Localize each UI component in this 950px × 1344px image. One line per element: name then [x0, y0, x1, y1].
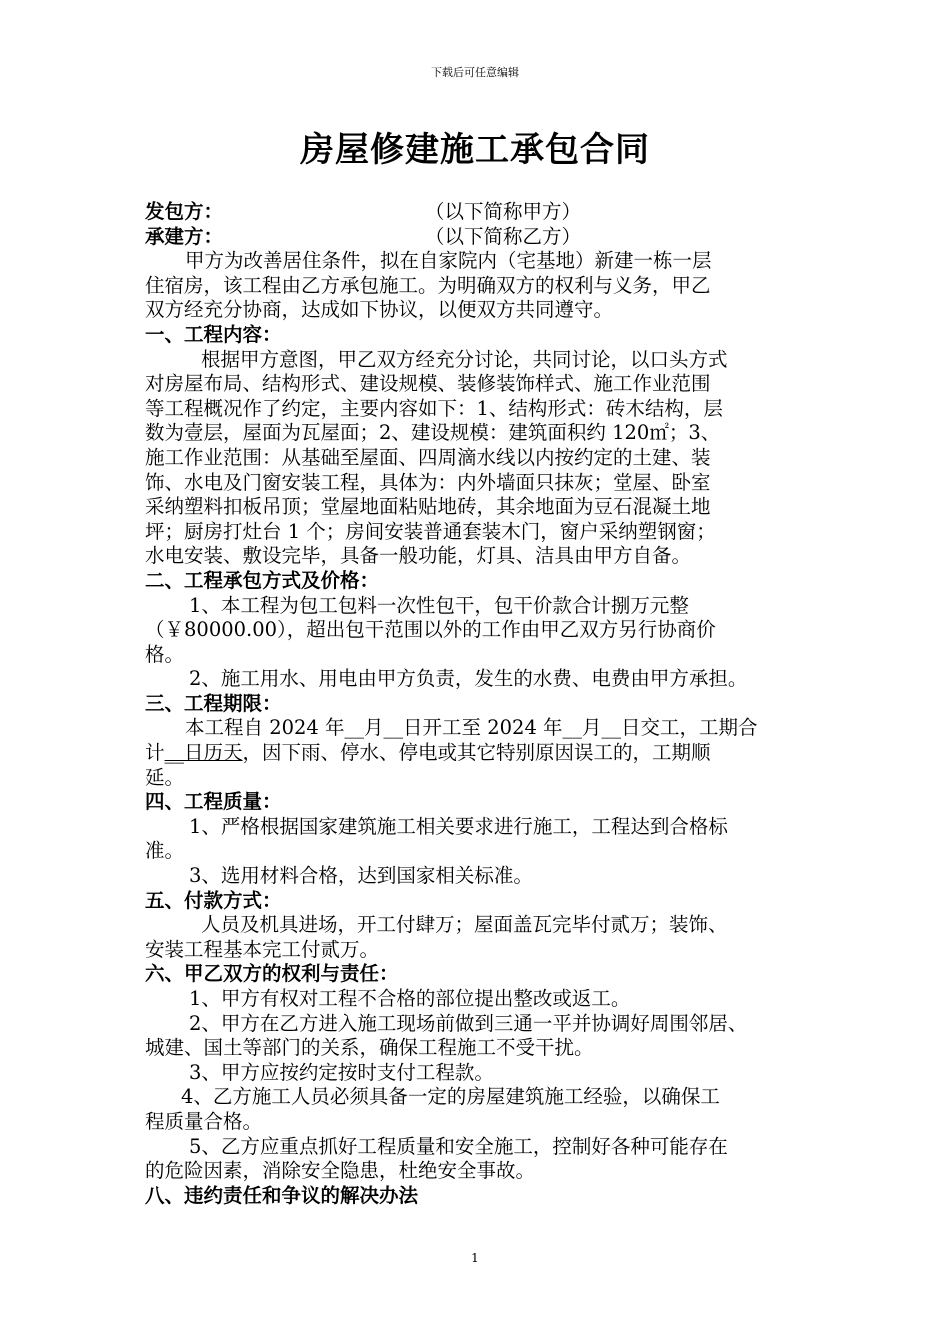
- paragraph-line: 等工程概况作了约定，主要内容如下：1、结构形式：砖木结构，层: [145, 396, 723, 420]
- paragraph-line: 本工程自 2024 年__月__日开工至 2024 年__月__日交工，工期合: [185, 716, 758, 740]
- document-body: [145, 200, 810, 1208]
- paragraph-line: 1、严格根据国家建筑施工相关要求进行施工，工程达到合格标: [189, 814, 728, 838]
- section-heading: 一、工程内容：: [145, 322, 282, 346]
- paragraph-line: 2、甲方在乙方进入施工现场前做到三通一平并协调好周围邻居、: [189, 1011, 748, 1035]
- paragraph-line: 根据甲方意图，甲乙双方经充分讨论，共同讨论，以口头方式: [201, 347, 728, 371]
- party-b-label: 承建方：: [145, 224, 224, 248]
- page-number: 1: [471, 1251, 479, 1265]
- paragraph-line: 3、甲方应按约定按时支付工程款。: [189, 1060, 494, 1084]
- section-heading: 三、工程期限：: [145, 691, 282, 715]
- paragraph-line: 饰、水电及门窗安装工程，具体为：内外墙面只抹灰；堂屋、卧室: [145, 470, 711, 494]
- text-span: 计: [145, 741, 165, 765]
- paragraph-line: 1、甲方有权对工程不合格的部位提出整改或返工。: [189, 987, 631, 1010]
- paragraph-line: 城建、国土等部门的关系，确保工程施工不受干扰。: [145, 1036, 594, 1060]
- section-heading: 六、甲乙双方的权利与责任：: [145, 962, 399, 986]
- underlined-blank: __日历天: [164, 741, 243, 765]
- party-a-note: （以下简称甲方）: [425, 200, 582, 223]
- party-a-line: [145, 200, 810, 225]
- document-title: 房屋修建施工承包合同: [300, 130, 650, 170]
- party-b-line: [145, 225, 810, 250]
- paragraph-line: 的危险因素，消除安全隐患，杜绝安全事故。: [145, 1159, 536, 1183]
- section-heading: 五、付款方式：: [145, 888, 282, 912]
- section-heading: 八、违约责任和争议的解决办法: [145, 1183, 419, 1207]
- section-heading: 二、工程承包方式及价格：: [145, 568, 380, 592]
- party-a-label: 发包方：: [145, 200, 224, 223]
- paragraph-line: 数为壹层，屋面为瓦屋面；2、建设规模：建筑面积约 120㎡；3、: [145, 421, 721, 445]
- paragraph-line: 安装工程基本完工付贰万。: [145, 937, 380, 961]
- paragraph-line: 1、本工程为包工包料一次性包干，包干价款合计捌万元整: [189, 593, 689, 617]
- paragraph-line: 对房屋布局、结构形式、建设规模、装修装饰样式、施工作业范围: [145, 372, 711, 396]
- paragraph-line: 5、乙方应重点抓好工程质量和安全施工，控制好各种可能存在: [189, 1134, 728, 1158]
- paragraph-line: （￥80000.00），超出包干范围以外的工作由甲乙双方另行协商价: [145, 618, 716, 642]
- paragraph-line: 2、施工用水、用电由甲方负责，发生的水费、电费由甲方承担。: [189, 667, 748, 691]
- party-b-note: （以下简称乙方）: [425, 224, 582, 248]
- paragraph-line: 人员及机具进场，开工付肆万；屋面盖瓦完毕付贰万；装饰、: [201, 913, 728, 937]
- paragraph-line: 格。: [145, 642, 185, 666]
- paragraph-line: 程质量合格。: [145, 1109, 263, 1133]
- paragraph-line: 3、选用材料合格，达到国家相关标准。: [189, 864, 533, 888]
- section-heading: 四、工程质量：: [145, 790, 282, 814]
- paragraph-line: 坪；厨房打灶台 1 个；房间安装普通套装木门，窗户采纳塑钢窗；: [145, 519, 716, 543]
- paragraph-line: 延。: [145, 765, 185, 789]
- intro-line: 甲方为改善居住条件，拟在自家院内（宅基地）新建一栋一层: [185, 249, 712, 273]
- paragraph-line: 施工作业范围：从基础至屋面、四周滴水线以内按约定的土建、装: [145, 445, 711, 469]
- intro-line: 双方经充分协商，达成如下协议，以便双方共同遵守。: [145, 298, 614, 322]
- paragraph-line: 采纳塑料扣板吊顶；堂屋地面粘贴地砖，其余地面为豆石混凝土地: [145, 495, 711, 519]
- page-header: 下载后可任意编辑: [431, 66, 519, 79]
- paragraph-line: [145, 741, 810, 766]
- text-span: ，因下雨、停水、停电或其它特别原因误工的，工期顺: [242, 741, 711, 765]
- intro-line: 住宿房，该工程由乙方承包施工。为明确双方的权利与义务，甲乙: [145, 273, 711, 297]
- paragraph-line: 准。: [145, 839, 185, 863]
- paragraph-line: 水电安装、敷设完毕，具备一般功能，灯具、洁具由甲方自备。: [145, 544, 692, 568]
- paragraph-line: 4、乙方施工人员必须具备一定的房屋建筑施工经验，以确保工: [181, 1085, 720, 1109]
